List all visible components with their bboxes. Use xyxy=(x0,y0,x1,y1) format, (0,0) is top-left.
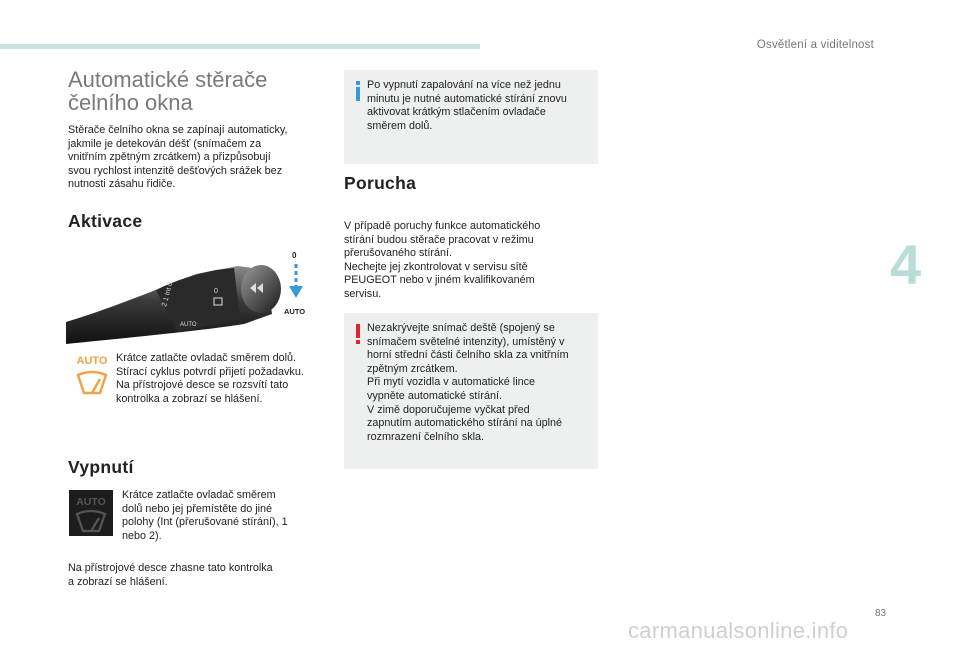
warning-text: Nezakrývejte snímač deště (spojený se snímačem světelné intenzity), umístěný v horní střední části čelního skla za vnitřním zpětným zrcátkem. Při mytí vozidla v automatické lince vypněte automatické stírání. V zimě doporučujeme vyčkat před zapnutím automatického stírání na úplné rozmrazení čelního skla. xyxy=(367,322,569,443)
chapter-number: 4 xyxy=(890,233,922,296)
deactivation-heading: Vypnutí xyxy=(68,457,134,477)
watermark: carmanualsonline.info xyxy=(628,618,849,643)
svg-text:0: 0 xyxy=(292,251,297,260)
svg-text:AUTO: AUTO xyxy=(76,496,106,508)
warning-box xyxy=(344,313,598,469)
section-title: Osvětlení a viditelnost xyxy=(756,39,874,51)
auto-wiper-lamp-icon xyxy=(72,353,112,398)
auto-wiper-lamp-off-icon xyxy=(69,490,113,536)
warning-icon xyxy=(353,324,363,344)
svg-text:AUTO: AUTO xyxy=(284,307,306,316)
deactivation-text-2: Na přístrojové desce zhasne tato kontrolka a zobrazí se hlášení. xyxy=(68,562,273,588)
info-text: Po vypnutí zapalování na více než jednu minutu je nutné automatické stírání znovu aktivovat krátkým stlačením ovladače směrem dolů. xyxy=(367,79,567,132)
intro-text: Stěrače čelního okna se zapínají automaticky, jakmile je detekován déšť (snímačem za vnitřním zpětným zrcátkem) a přizpůsobují svou rychlost intenzitě dešťových srážek bez nutnosti zásahu řidiče. xyxy=(68,124,288,191)
svg-text:2 1 Int 0: 2 1 Int 0 xyxy=(161,281,175,308)
page-title: Automatické stěrače čelního okna xyxy=(68,67,268,115)
info-box xyxy=(344,70,598,164)
svg-text:0: 0 xyxy=(214,288,218,295)
activation-heading: Aktivace xyxy=(68,211,143,231)
fault-heading: Porucha xyxy=(344,173,417,193)
page-number: 83 xyxy=(875,608,887,619)
wiper-stalk-illustration xyxy=(66,244,326,344)
info-icon xyxy=(353,81,363,101)
header-accent-bar xyxy=(0,44,480,49)
activation-text: Krátce zatlačte ovladač směrem dolů. Stírací cyklus potvrdí přijetí požadavku. Na přístrojové desce se rozsvítí tato kontrolka a zobrazí se hlášení. xyxy=(116,352,304,405)
svg-text:AUTO: AUTO xyxy=(180,322,197,328)
svg-text:AUTO: AUTO xyxy=(76,355,108,367)
fault-text: V případě poruchy funkce automatického stírání budou stěrače pracovat v režimu přerušovaného stírání. Nechejte jej zkontrolovat v servisu sítě PEUGEOT nebo v jiném kvalifikovaném servisu. xyxy=(344,220,541,300)
auto-wiper-lamp-off xyxy=(69,490,113,536)
deactivation-text: Krátce zatlačte ovladač směrem dolů nebo jej přemístěte do jiné polohy (Int (přerušované stírání), 1 nebo 2). xyxy=(122,489,288,542)
